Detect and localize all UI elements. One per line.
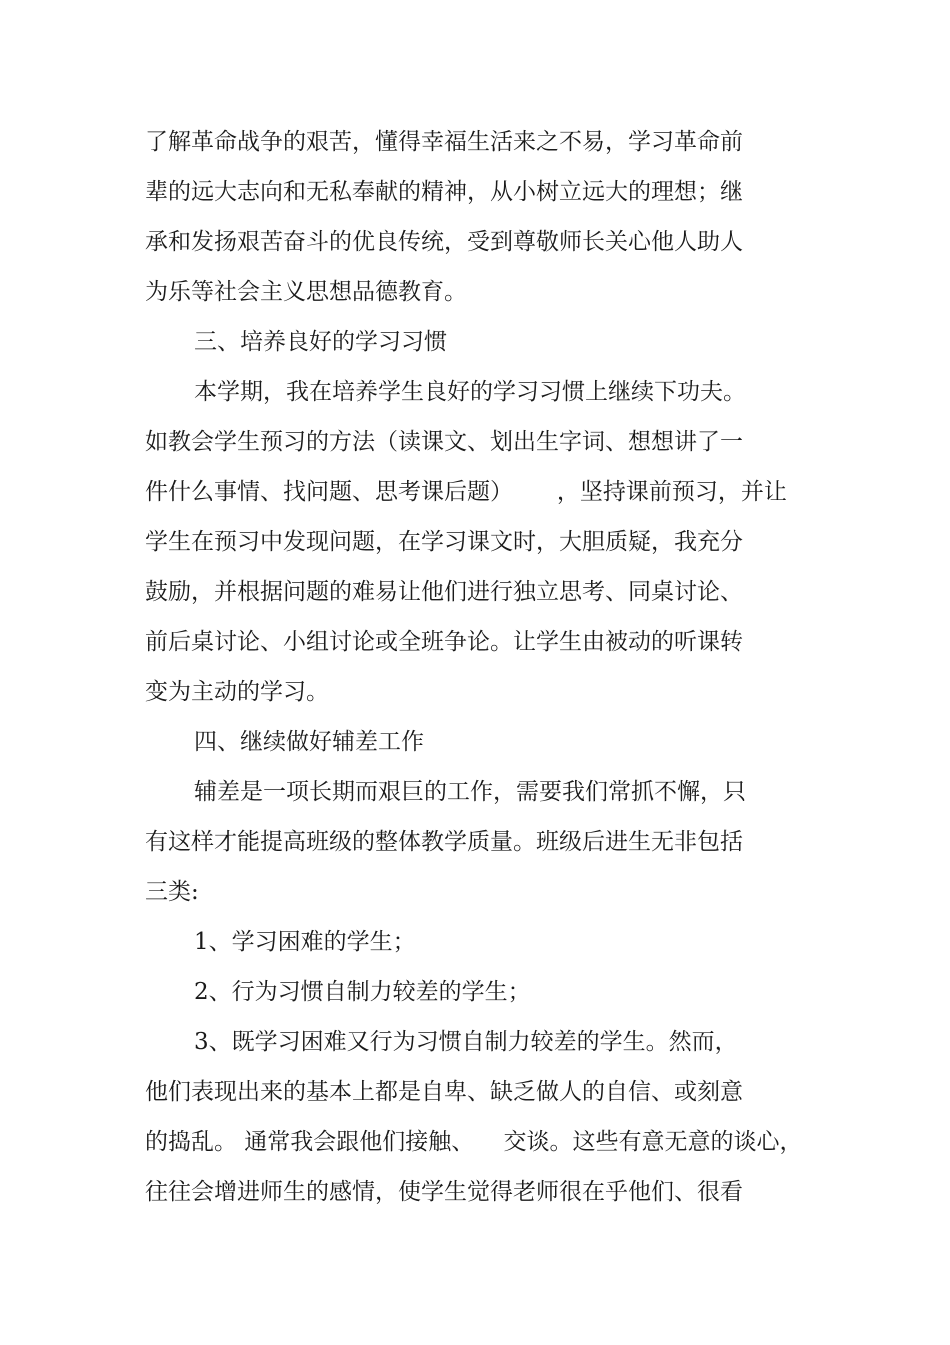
text-line-4: 为乐等社会主义思想品德教育。 [145, 279, 467, 305]
text-line-16: 三类: [145, 879, 199, 905]
list-item-2: 2、行为习惯自制力较差的学生； [194, 979, 531, 1005]
text-line-21: 的捣乱。 通常我会跟他们接触、 交谈。这些有意无意的谈心， [145, 1129, 803, 1155]
text-line-11: 前后桌讨论、小组讨论或全班争论。让学生由被动的听课转 [145, 629, 743, 655]
section-heading-3: 三、培养良好的学习习惯 [194, 329, 447, 355]
text-line-1: 了解革命战争的艰苦，懂得幸福生活来之不易，学习革命前 [145, 129, 743, 155]
text-line-6: 本学期，我在培养学生良好的学习习惯上继续下功夫。 [194, 379, 746, 405]
text-line-3: 承和发扬艰苦奋斗的优良传统，受到尊敬师长关心他人助人 [145, 229, 743, 255]
list-item-3: 3、既学习困难又行为习惯自制力较差的学生。然而， [194, 1029, 738, 1055]
text-line-14: 辅差是一项长期而艰巨的工作，需要我们常抓不懈，只 [194, 779, 746, 805]
text-line-2: 辈的远大志向和无私奉献的精神，从小树立远大的理想；继 [145, 179, 743, 205]
text-line-10: 鼓励，并根据问题的难易让他们进行独立思考、同桌讨论、 [145, 579, 743, 605]
text-line-8: 件什么事情、找问题、思考课后题） ，坚持课前预习，并让 [145, 479, 787, 505]
text-line-12: 变为主动的学习。 [145, 679, 329, 705]
text-line-7: 如教会学生预习的方法（读课文、划出生字词、想想讲了一 [145, 429, 743, 455]
section-heading-4: 四、继续做好辅差工作 [194, 729, 424, 755]
text-line-22: 往往会增进师生的感情，使学生觉得老师很在乎他们、很看 [145, 1179, 743, 1205]
text-line-9: 学生在预习中发现问题，在学习课文时，大胆质疑，我充分 [145, 529, 743, 555]
text-line-20: 他们表现出来的基本上都是自卑、缺乏做人的自信、或刻意 [145, 1079, 743, 1105]
text-line-15: 有这样才能提高班级的整体教学质量。班级后进生无非包括 [145, 829, 743, 855]
list-item-1: 1、学习困难的学生； [194, 929, 416, 955]
